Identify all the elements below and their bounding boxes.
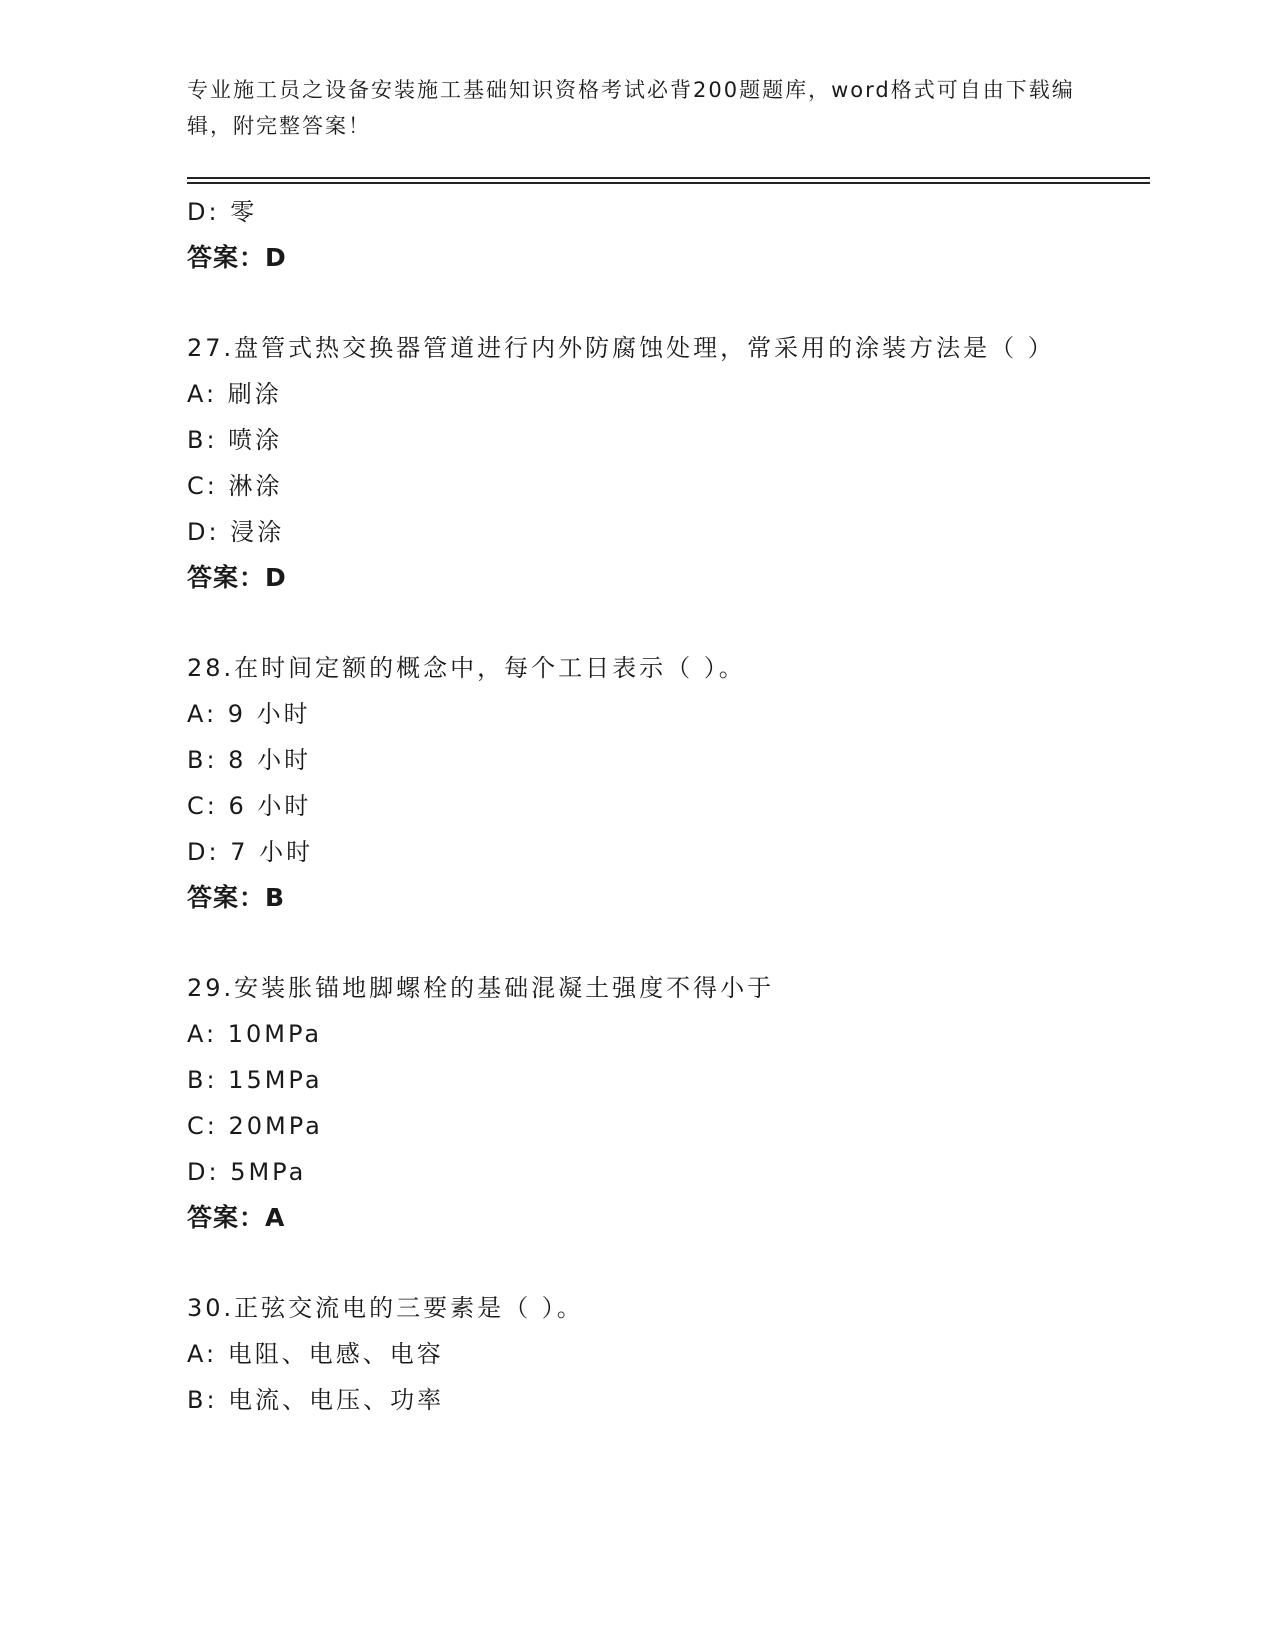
question-list — [187, 189, 1087, 1423]
document-header: 专业施工员之设备安装施工基础知识资格考试必背200题题库，word格式可自由下载编辑，附完整答案！ — [187, 78, 1075, 138]
header-divider-bottom — [187, 182, 1150, 184]
spacer — [187, 921, 1087, 965]
answer: 答案：B — [187, 883, 286, 912]
question-text: 29.安装胀锚地脚螺栓的基础混凝土强度不得小于 — [187, 974, 775, 1002]
option-d: D: 5MPa — [187, 1158, 307, 1186]
spacer — [187, 1241, 1087, 1285]
option-a: A: 10MPa — [187, 1020, 323, 1048]
option-d: D: 浸涂 — [187, 518, 285, 546]
question-text: 28.在时间定额的概念中，每个工日表示（ ）。 — [187, 654, 746, 682]
carryover-answer: 答案：D — [187, 243, 287, 272]
option-a: A: 刷涂 — [187, 380, 282, 408]
question-28 — [187, 645, 1087, 921]
question-27 — [187, 325, 1087, 601]
question-30 — [187, 1285, 1087, 1423]
option-b: B: 电流、电压、功率 — [187, 1386, 445, 1414]
question-text: 27.盘管式热交换器管道进行内外防腐蚀处理，常采用的涂装方法是（ ） — [187, 334, 1055, 362]
header-divider-top — [187, 177, 1150, 179]
option-b: B: 15MPa — [187, 1066, 323, 1094]
option-c: C: 淋涂 — [187, 472, 283, 500]
carryover-option-d: D: 零 — [187, 198, 258, 226]
option-a: A: 电阻、电感、电容 — [187, 1340, 444, 1368]
question-text: 30.正弦交流电的三要素是（ ）。 — [187, 1294, 584, 1322]
option-d: D: 7 小时 — [187, 838, 314, 866]
option-a: A: 9 小时 — [187, 700, 311, 728]
option-b: B: 喷涂 — [187, 426, 283, 454]
option-c: C: 6 小时 — [187, 792, 312, 820]
option-b: B: 8 小时 — [187, 746, 312, 774]
question-29 — [187, 965, 1087, 1241]
spacer — [187, 601, 1087, 645]
spacer — [187, 281, 1087, 325]
answer: 答案：A — [187, 1203, 286, 1232]
option-c: C: 20MPa — [187, 1112, 323, 1140]
answer: 答案：D — [187, 563, 287, 592]
